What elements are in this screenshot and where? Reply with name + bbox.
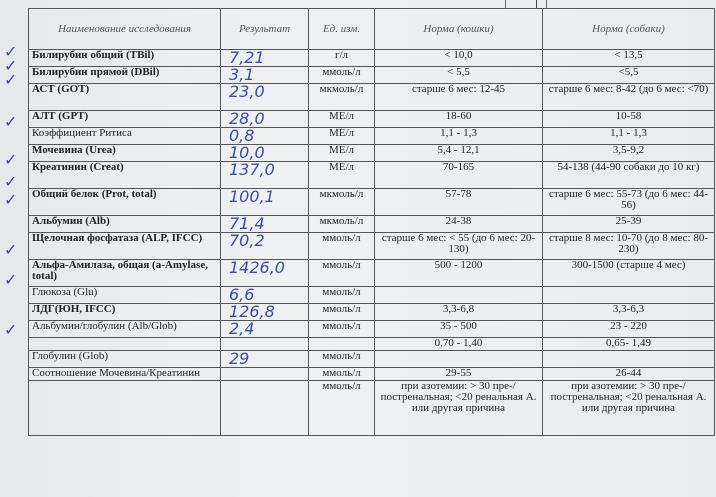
table-row [29,50,715,67]
row-result: 6,6 [221,287,309,304]
row-norm-cat [375,287,543,304]
row-norm-dog [543,287,715,304]
table-row [29,111,715,128]
row-result: 70,2 [221,233,309,260]
row-result: 3,1 [221,67,309,84]
check-mark: ✓ [4,150,18,169]
row-result: 28,0 [221,111,309,128]
row-result: 1426,0 [221,260,309,287]
table-row [29,321,715,338]
row-unit: г/л [309,50,375,67]
row-norm-cat: при азотемии: > 30 пре-/постренальная; <20 ренальная А. или другая причина [375,381,543,436]
table-row [29,189,715,216]
row-result: 71,4 [221,216,309,233]
row-norm-dog: 300-1500 (старше 4 мес) [543,260,715,287]
table-row [29,304,715,321]
check-mark: ✓ [4,270,18,289]
row-result: 0,8 [221,128,309,145]
table-row [29,216,715,233]
row-unit: ммоль/л [309,351,375,368]
table-row [29,128,715,145]
row-name: Соотношение Мочевина/Креатинин [29,368,221,381]
page-corner-divider [536,0,545,8]
row-unit: МЕ/л [309,111,375,128]
row-norm-cat: 57-78 [375,189,543,216]
row-unit: мкмоль/л [309,189,375,216]
row-result: 126,8 [221,304,309,321]
header-unit: Ед. изм. [309,9,375,50]
row-unit: МЕ/л [309,162,375,189]
row-name: Билирубин общий (TBil) [29,50,221,67]
row-unit: ммоль/л [309,287,375,304]
row-result: 23,0 [221,84,309,111]
table-header-row [29,9,715,50]
row-norm-cat: 5,4 - 12,1 [375,145,543,162]
row-name: Альфа-Амилаза, общая (a-Amylase, total) [29,260,221,287]
header-result: Результат [221,9,309,50]
table-row [29,162,715,189]
row-norm-dog: старше 8 мес: 10-70 (до 8 мес: 80-230) [543,233,715,260]
header-name: Наименование исследования [29,9,221,50]
table-row [29,368,715,381]
row-norm-dog: 25-39 [543,216,715,233]
header-norm-cat: Норма (кошки) [375,9,543,50]
row-norm-cat: старше 6 мес: 12-45 [375,84,543,111]
row-norm-dog: 0,65- 1,49 [543,338,715,351]
table-row [29,233,715,260]
row-name: АЛТ (GPT) [29,111,221,128]
row-norm-dog: 1,1 - 1,3 [543,128,715,145]
row-norm-cat: 35 - 500 [375,321,543,338]
table-row [29,84,715,111]
row-norm-cat: < 5,5 [375,67,543,84]
row-norm-cat: 1,1 - 1,3 [375,128,543,145]
check-mark: ✓ [4,240,18,259]
row-name [29,381,221,436]
row-name: Билирубин прямой (DBil) [29,67,221,84]
row-unit: ммоль/л [309,260,375,287]
row-name: Мочевина (Urea) [29,145,221,162]
row-unit: ммоль/л [309,233,375,260]
row-name: ЛДГ(ЮН, IFCC) [29,304,221,321]
row-result [221,368,309,381]
row-norm-cat: 70-165 [375,162,543,189]
row-result: 29 [221,351,309,368]
row-result [221,381,309,436]
row-norm-dog: 54-138 (44-90 собаки до 10 кг) [543,162,715,189]
row-unit: ммоль/л [309,321,375,338]
row-name: Щелочная фосфатаза (ALP, IFCC) [29,233,221,260]
table-row [29,381,715,436]
row-result: 7,21 [221,50,309,67]
row-norm-cat: 24-38 [375,216,543,233]
table-row [29,145,715,162]
row-norm-dog: старше 6 мес: 55-73 (до 6 мес: 44- 56) [543,189,715,216]
row-norm-dog: 3,3-6,3 [543,304,715,321]
row-result: 2,4 [221,321,309,338]
row-norm-dog: < 13,5 [543,50,715,67]
row-norm-cat: 0,70 - 1,40 [375,338,543,351]
check-mark: ✓ [4,320,18,339]
header-norm-dog: Норма (собаки) [543,9,715,50]
check-mark: ✓ [4,42,18,61]
row-name: Альбумин/глобулин (Alb/Glob) [29,321,221,338]
row-unit: мкмоль/л [309,216,375,233]
table-row [29,67,715,84]
row-name: Глюкоза (Glu) [29,287,221,304]
check-marks-column [0,0,30,497]
row-name: АСТ (GOT) [29,84,221,111]
row-norm-cat [375,351,543,368]
row-unit: ммоль/л [309,368,375,381]
row-name: Креатинин (Creat) [29,162,221,189]
row-norm-cat: 3,3-6,8 [375,304,543,321]
row-unit: МЕ/л [309,145,375,162]
row-norm-dog: <5,5 [543,67,715,84]
row-name [29,338,221,351]
table-row [29,260,715,287]
table-body [29,50,715,436]
check-mark: ✓ [4,70,18,89]
row-norm-cat: 500 - 1200 [375,260,543,287]
row-name: Коэффициент Ритиса [29,128,221,145]
check-mark: ✓ [4,56,18,75]
row-name: Глобулин (Glob) [29,351,221,368]
row-norm-dog [543,351,715,368]
row-unit: ммоль/л [309,304,375,321]
row-result: 137,0 [221,162,309,189]
row-unit: ммоль/л [309,381,375,436]
table-row [29,351,715,368]
row-norm-cat: 29-55 [375,368,543,381]
table-row [29,338,715,351]
row-norm-dog: старше 6 мес: 8-42 (до 6 мес: <70) [543,84,715,111]
row-unit [309,338,375,351]
table-row [29,287,715,304]
row-norm-cat: 18-60 [375,111,543,128]
row-norm-dog: 10-58 [543,111,715,128]
row-norm-cat: старше 6 мес: < 55 (до 6 мес: 20-130) [375,233,543,260]
row-unit: мкмоль/л [309,84,375,111]
row-result: 100,1 [221,189,309,216]
row-unit: МЕ/л [309,128,375,145]
row-norm-cat: < 10,0 [375,50,543,67]
row-norm-dog: 26-44 [543,368,715,381]
row-name: Общий белок (Prot, total) [29,189,221,216]
row-name: Альбумин (Alb) [29,216,221,233]
check-mark: ✓ [4,190,18,209]
row-norm-dog: при азотемии: > 30 пре-/постренальная; <20 ренальная А. или другая причина [543,381,715,436]
row-result [221,338,309,351]
check-mark: ✓ [4,112,18,131]
row-norm-dog: 3,5-9,2 [543,145,715,162]
row-unit: ммоль/л [309,67,375,84]
results-table [28,8,715,436]
check-mark: ✓ [4,172,18,191]
row-norm-dog: 23 - 220 [543,321,715,338]
row-result: 10,0 [221,145,309,162]
